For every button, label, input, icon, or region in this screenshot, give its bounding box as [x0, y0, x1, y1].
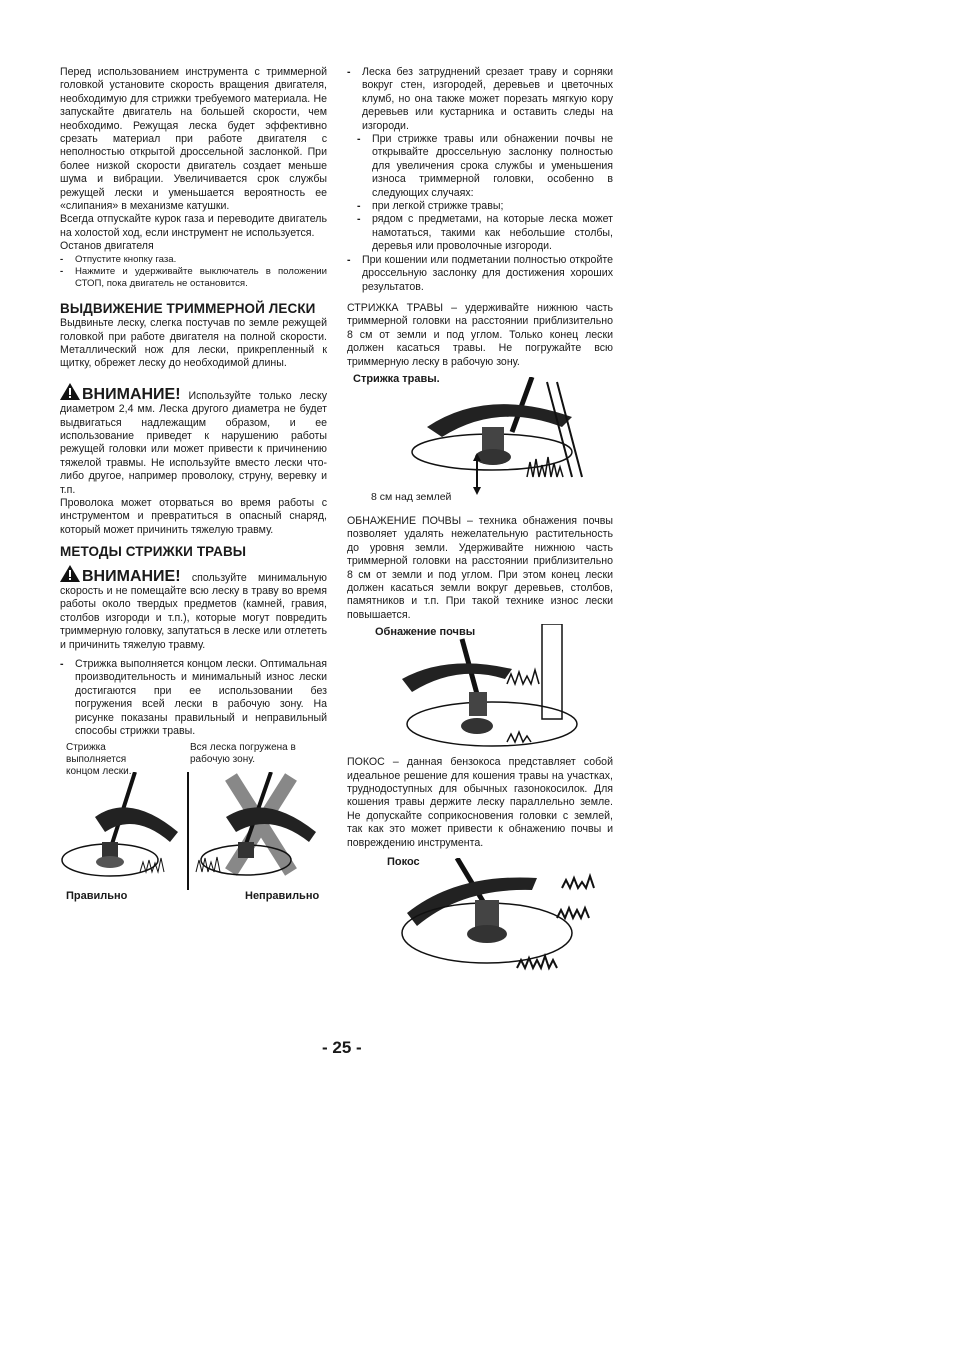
intro-paragraph: Перед использованием инструмента с триммерной головкой установите скорость вращения двигателя, необходимую для стрижки требуемого материала. Не запускайте двигатель на большей скорости, чем необходимо. Режущая леска будет эффективно срезать материал при работе двигателя с неполностью открытой дроссельной заслонкой. При более низкой скорости двигатель создает меньше шума и вибрации. Увеличивается срок службы режущей лески и уменьшается вероятность ее «слипания» в механизме катушки.: [60, 66, 327, 213]
right-column: [347, 66, 613, 990]
mowing-illustration: [397, 858, 612, 988]
stop-title: Останов двигателя: [60, 240, 154, 253]
right-item-2: - При кошении или подметании полностью откройте дроссельную заслонку для достижения хороших результатов.: [347, 254, 613, 294]
feed-heading: ВЫДВИЖЕНИЕ ТРИММЕРНОЙ ЛЕСКИ: [60, 300, 316, 316]
mowing-figure: [347, 850, 613, 990]
warning-triangle-icon: [60, 383, 80, 400]
stop-item-1: - Отпустите кнопку газа.: [60, 254, 327, 266]
stop-item-2: - Нажмите и удерживайте выключатель в положении СТОП, пока двигатель не остановится.: [60, 266, 327, 290]
warning-block-1: [60, 383, 327, 497]
trim-height-label: 8 см над землей: [371, 490, 452, 503]
mow-figure-caption: Покос: [387, 856, 420, 869]
warning-text-1: Используйте только леску диаметром 2,4 мм. Леска другого диаметра не будет выдвигаться надлежащим образом, и ее использование приведет к нарушению работы режущей головки или может привести к причинению тяжелой травмы. Не используйте вместо лески что-либо другое, например проволоку, струну, веревку и т.п.: [60, 389, 327, 496]
right-sub-3: - рядом с предметами, на которые леска может намотаться, такими как небольшие столбы, деревья или проволочные изгороди.: [357, 213, 613, 253]
trimmer-incorrect-illustration: [191, 772, 327, 892]
warning-label-1: ВНИМАНИЕ!: [82, 385, 181, 403]
warning-text-2: спользуйте минимальную скорость и не помещайте всю леску в траву во время работы около твердых предметов (камней, гравия, столбов изгороди и т.п.), которые могут повредить триммерную головку, запутаться в леске или отлететь и причинить тяжелую травму.: [60, 571, 327, 651]
trim-figure-caption: Стрижка травы.: [353, 372, 440, 385]
left-column: [60, 66, 327, 902]
fig-left-caption: Стрижка выполняется концом лески.: [66, 742, 132, 778]
tip-item: - Стрижка выполняется концом лески. Оптимальная производительность и минимальный износ лески достигаются при ее использовании без погружения всей лески в рабочую зону. На рисунке показаны правильный и неправильный способы стрижки травы.: [60, 658, 327, 738]
idle-paragraph: Всегда отпускайте курок газа и переводите двигатель на холостой ход, если инструмент не используется.: [60, 213, 327, 239]
trim-title: СТРИЖКА ТРАВЫ: [347, 301, 443, 314]
scalp-figure-caption: Обнажение почвы: [375, 626, 476, 639]
scalping-figure: [347, 622, 613, 752]
warning-label-2: ВНИМАНИЕ!: [82, 567, 181, 585]
mow-paragraph: [347, 756, 613, 850]
scalp-paragraph: [347, 515, 613, 622]
cutting-methods-figure: [60, 742, 327, 902]
trimmer-correct-illustration: [60, 772, 185, 892]
warning-triangle-icon: [60, 565, 80, 582]
trimming-figure: [347, 369, 613, 507]
right-sub-1: - При стрижке травы или обнажении почвы не открывайте дроссельную заслонку полностью для увеличения срока службы и уменьшения износа триммерной головки, особенно в следующих случаях:: [357, 133, 613, 200]
scalp-text: – техника обнажения почвы позволяет удалять нежелательную растительность до уровня земли. Удерживайте нижнюю часть триммерной головки на расстоянии приблизительно 8 см от земли и под углом. При этом конец лески должен касаться земли вокруг деревьев, столбов, памятников и т.п. При такой технике износ лески повышается.: [347, 514, 613, 621]
trim-text: – удерживайте нижнюю часть триммерной головки на расстоянии приблизительно 8 см от земли и под углом. Только конец лески должен касаться травы. Не погружайте всю триммерную леску в рабочую зону.: [347, 301, 613, 368]
wire-paragraph: Проволока может оторваться во время работы с инструментом и превратиться в опасный снаряд, который может причинить тяжелую травму.: [60, 496, 327, 536]
page-number: - 25 -: [322, 1038, 362, 1057]
methods-heading: МЕТОДЫ СТРИЖКИ ТРАВЫ: [60, 544, 247, 560]
trim-paragraph: [347, 302, 613, 369]
fig-wrong-label: Неправильно: [245, 890, 320, 903]
right-item-1: - Леска без затруднений срезает траву и сорняки вокруг стен, изгородей, деревьев и цветочных клумб, но она также может порезать мягкую кору деревьев или кустарника и оставить следы на изгороди.: [347, 66, 613, 133]
mow-text: – данная бензокоса представляет собой идеальное решение для кошения травы на участках, труднодоступных для обычных газонокосилок. Для кошения травы держите леску параллельно земле. Не допускайте соприкосновения головки с землей, так как это может привести к обнажению почвы и повреждению инструмента.: [347, 756, 613, 849]
trimming-illustration: [397, 377, 612, 495]
warning-block-2: [60, 565, 327, 652]
scalping-illustration: [397, 624, 612, 749]
fig-right-caption: Вся леска погружена в рабочую зону.: [190, 742, 296, 766]
mow-title: ПОКОС: [347, 756, 385, 769]
fig-correct-label: Правильно: [66, 890, 128, 903]
figure-divider: [187, 772, 189, 890]
feed-paragraph: Выдвиньте леску, слегка постучав по земле режущей головкой при работе двигателя на полной скорости. Металлический нож для лески, прикрепленный к щитку, обрежет леску до необходимой длины.: [60, 317, 327, 370]
scalp-title: ОБНАЖЕНИЕ ПОЧВЫ: [347, 514, 462, 527]
right-sub-2: - при легкой стрижке травы;: [357, 200, 613, 213]
